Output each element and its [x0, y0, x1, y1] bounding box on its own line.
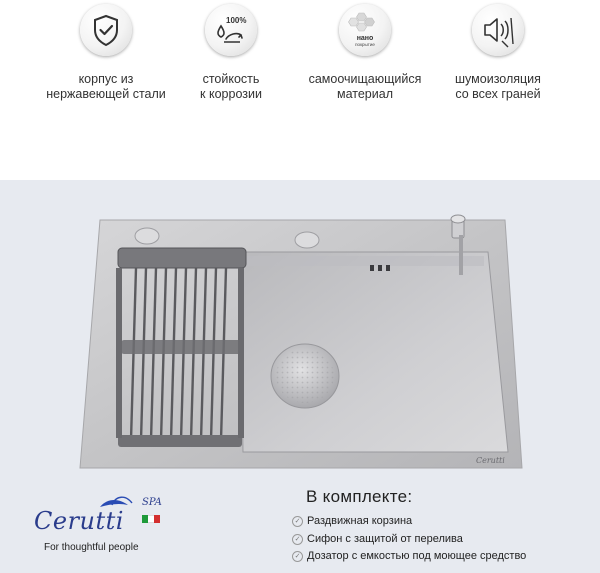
tap-hole [135, 228, 159, 244]
brand-logo [30, 495, 200, 565]
kit-item-label: Дозатор с емкостью под моющее средство [307, 550, 527, 562]
speaker-mute-icon [472, 4, 524, 56]
kit-item-label: Раздвижная корзина [307, 515, 413, 527]
overflow-slot [370, 265, 374, 271]
nano-hexagon-icon [339, 4, 391, 56]
basket-frame [121, 340, 241, 354]
feature-corrosion [156, 0, 306, 102]
feature-noise [423, 0, 573, 102]
kit-item [292, 515, 592, 531]
badge-100: 100% [226, 16, 247, 25]
kit-section [292, 487, 592, 568]
brand-name: Cerutti [34, 507, 124, 535]
tap-hole [295, 232, 319, 248]
check-icon: ✓ [292, 516, 303, 527]
basket-bottom [118, 435, 242, 447]
basket-tray [118, 248, 246, 268]
check-icon: ✓ [292, 551, 303, 562]
brand-tagline: For thoughtful people [44, 542, 139, 553]
overflow-slot [378, 265, 382, 271]
feature-self-cleaning [290, 0, 440, 102]
kit-item [292, 550, 592, 566]
sink-bowl [240, 252, 508, 452]
feature-caption: корпус из нержавеющей стали [46, 72, 166, 101]
kit-item [292, 533, 592, 549]
droplet-percent-icon [205, 4, 257, 56]
check-icon: ✓ [292, 534, 303, 545]
nano-badge: нано [356, 35, 374, 42]
kit-title: В комплекте: [306, 487, 413, 506]
nano-badge-sub: покрытие [355, 42, 375, 47]
features-row [0, 0, 600, 180]
brand-superscript: SPA [142, 497, 162, 508]
kit-item-label: Сифон с защитой от перелива [307, 532, 463, 545]
overflow-slot [386, 265, 390, 271]
feature-caption: самоочищающийся материал [308, 72, 422, 101]
feature-caption: шумоизоляция со всех граней [455, 72, 541, 101]
shield-check-icon [80, 4, 132, 56]
sink-engraving: Cerutti [476, 456, 505, 465]
sink-illustration [0, 180, 600, 480]
flag-red [154, 515, 160, 523]
feature-caption: стойкость к коррозии [200, 72, 262, 101]
